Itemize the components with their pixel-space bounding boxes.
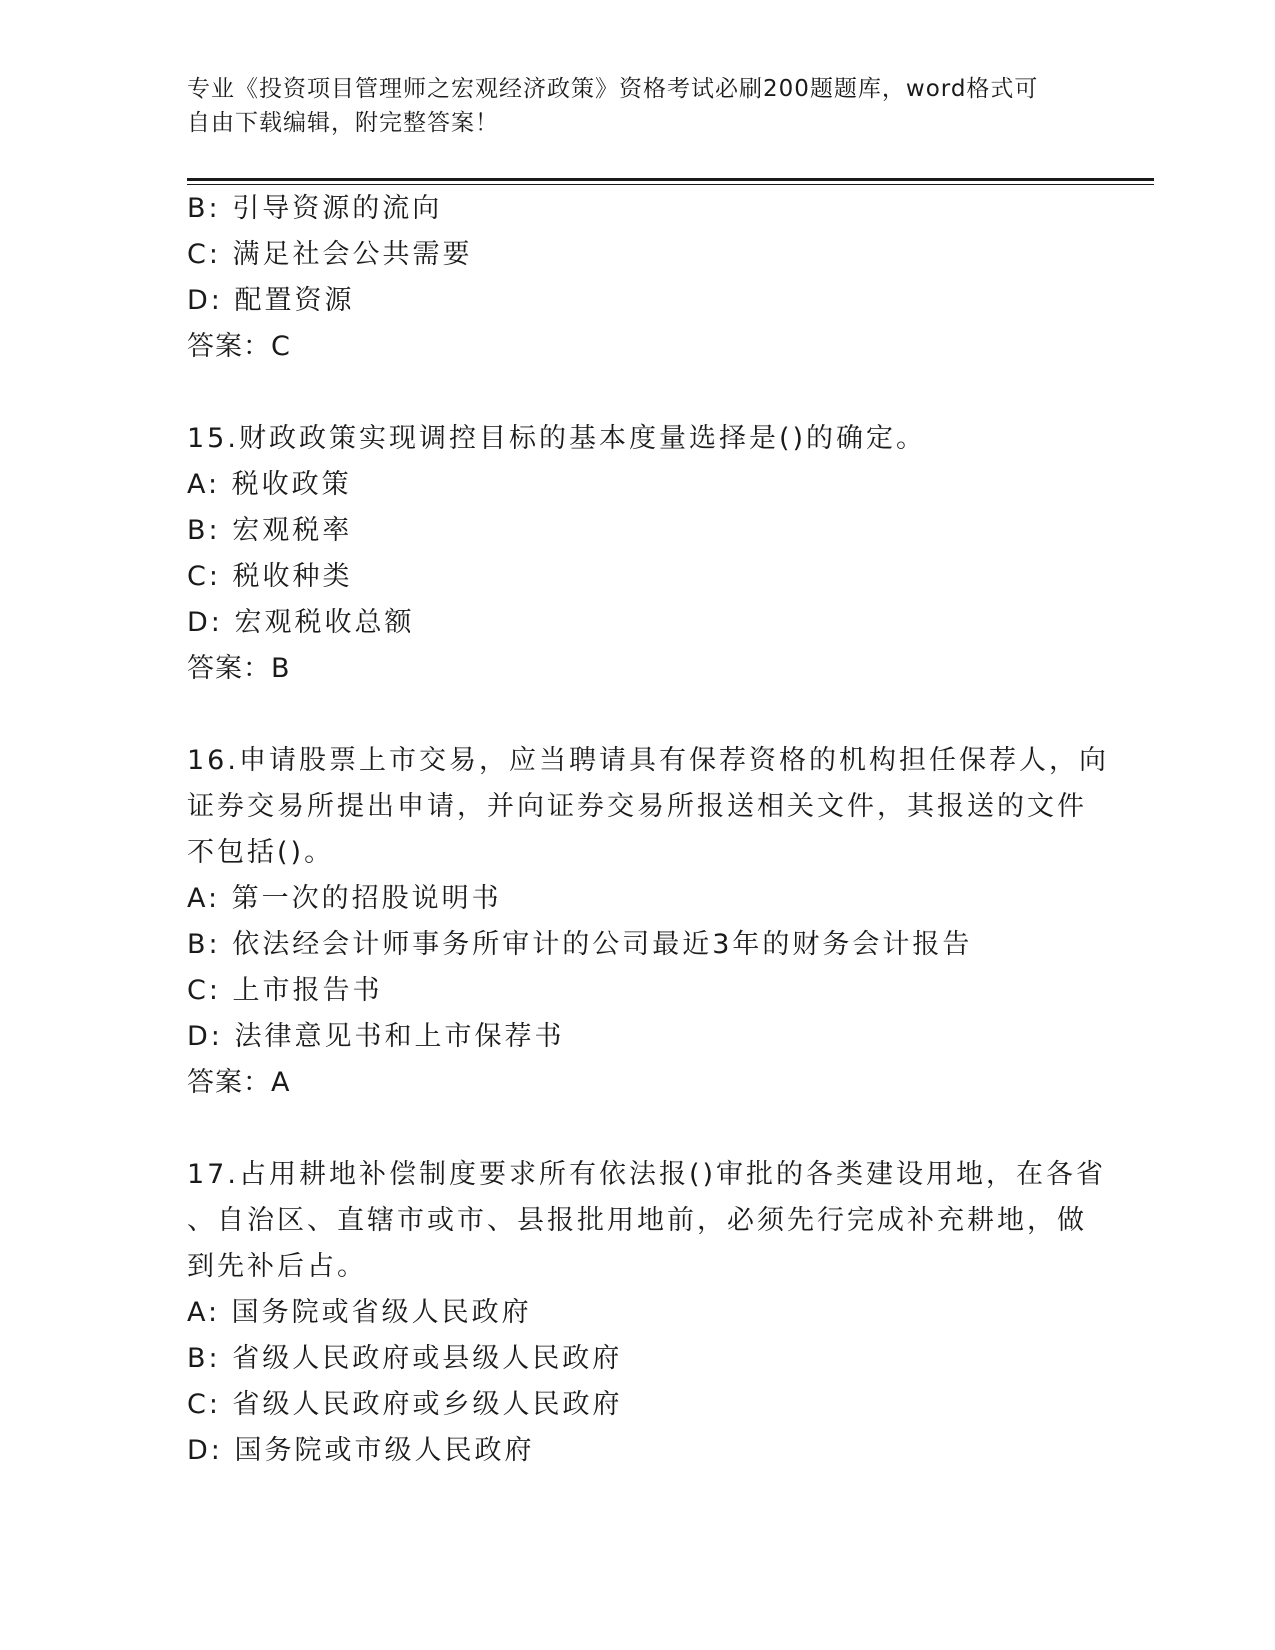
document-header xyxy=(187,72,1067,140)
q15-answer: 答案：B xyxy=(187,653,291,684)
q15-option-c: C: 税收种类 xyxy=(187,561,353,592)
q17-question-line-1: 17.占用耕地补偿制度要求所有依法报()审批的各类建设用地，在各省 xyxy=(187,1159,1107,1190)
header-title-line-1: 专业《投资项目管理师之宏观经济政策》资格考试必刷200题题库，word格式可 xyxy=(187,76,1039,102)
header-rule-thick xyxy=(187,178,1154,181)
q16-question-line-3: 不包括()。 xyxy=(187,837,335,868)
spacer xyxy=(187,692,1077,738)
q14-option-d: D: 配置资源 xyxy=(187,285,355,316)
q16-option-a: A: 第一次的招股说明书 xyxy=(187,883,502,914)
q17-question-line-3: 到先补后占。 xyxy=(187,1251,367,1282)
q16-question-line-2: 证券交易所提出申请，并向证券交易所报送相关文件，其报送的文件 xyxy=(187,791,1087,822)
q14-option-c: C: 满足社会公共需要 xyxy=(187,239,473,270)
q17-option-a: A: 国务院或省级人民政府 xyxy=(187,1297,532,1328)
question-14-tail xyxy=(187,186,1077,370)
q16-option-c: C: 上市报告书 xyxy=(187,975,383,1006)
question-15 xyxy=(187,416,1077,692)
spacer xyxy=(187,1106,1077,1152)
q17-question-line-2: 、自治区、直辖市或市、县报批用地前，必须先行完成补充耕地，做 xyxy=(187,1205,1087,1236)
header-rule-thin xyxy=(187,184,1154,185)
q14-option-b: B: 引导资源的流向 xyxy=(187,193,443,224)
q17-option-d: D: 国务院或市级人民政府 xyxy=(187,1435,535,1466)
q15-option-a: A: 税收政策 xyxy=(187,469,352,500)
q16-option-d: D: 法律意见书和上市保荐书 xyxy=(187,1021,565,1052)
header-title-line-2: 自由下载编辑，附完整答案！ xyxy=(187,110,499,136)
q14-answer: 答案：C xyxy=(187,331,291,362)
question-16 xyxy=(187,738,1109,1106)
spacer xyxy=(187,370,1077,416)
q16-question-line-1: 16.申请股票上市交易，应当聘请具有保荐资格的机构担任保荐人，向 xyxy=(187,745,1109,776)
q15-question: 15.财政政策实现调控目标的基本度量选择是()的确定。 xyxy=(187,423,927,454)
q15-option-d: D: 宏观税收总额 xyxy=(187,607,415,638)
q15-option-b: B: 宏观税率 xyxy=(187,515,353,546)
q17-option-b: B: 省级人民政府或县级人民政府 xyxy=(187,1343,623,1374)
q17-option-c: C: 省级人民政府或乡级人民政府 xyxy=(187,1389,623,1420)
question-list xyxy=(187,186,1109,1474)
question-17 xyxy=(187,1152,1107,1474)
q16-answer: 答案：A xyxy=(187,1067,291,1098)
q16-option-b: B: 依法经会计师事务所审计的公司最近3年的财务会计报告 xyxy=(187,929,973,960)
